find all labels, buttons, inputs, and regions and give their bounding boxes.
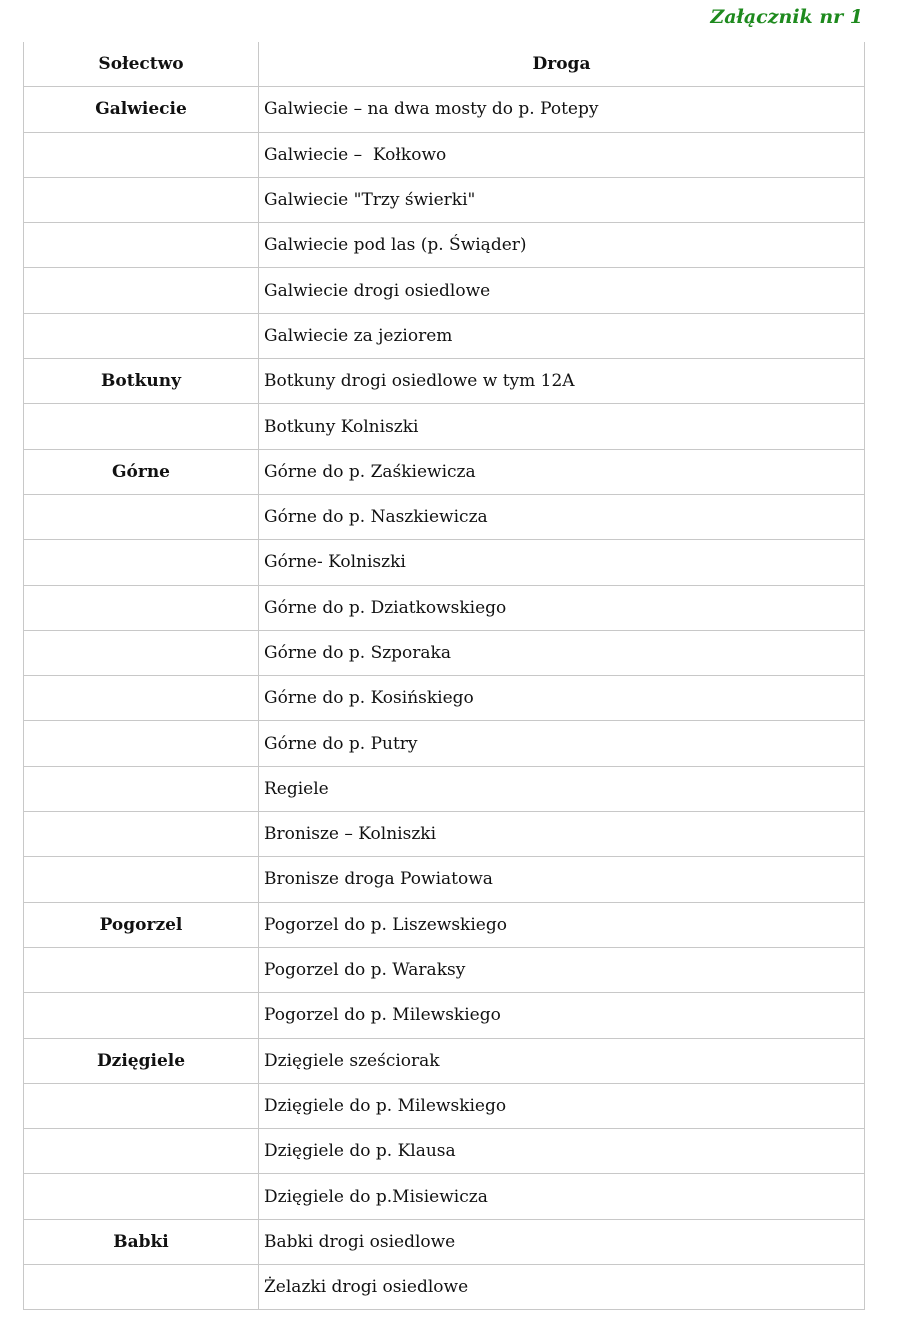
solectwo-cell — [24, 630, 259, 675]
solectwo-cell — [24, 1129, 259, 1174]
solectwo-cell — [24, 993, 259, 1038]
solectwo-cell — [24, 177, 259, 222]
droga-cell: Galwiecie – Kołkowo — [259, 132, 865, 177]
table-row — [24, 1083, 865, 1128]
table-row — [24, 87, 865, 132]
solectwo-cell — [24, 223, 259, 268]
droga-cell: Górne do p. Szporaka — [259, 630, 865, 675]
table-row — [24, 449, 865, 494]
solectwo-cell — [24, 313, 259, 358]
header-droga: Droga — [259, 42, 865, 87]
solectwo-cell: Babki — [24, 1219, 259, 1264]
solectwo-cell: Botkuny — [24, 359, 259, 404]
droga-cell: Botkuny drogi osiedlowe w tym 12A — [259, 359, 865, 404]
table-row — [24, 630, 865, 675]
solectwo-cell: Pogorzel — [24, 902, 259, 947]
droga-cell: Dzięgiele do p. Klausa — [259, 1129, 865, 1174]
droga-cell: Górne do p. Putry — [259, 721, 865, 766]
solectwo-cell — [24, 766, 259, 811]
droga-cell: Górne do p. Naszkiewicza — [259, 494, 865, 539]
table-row — [24, 947, 865, 992]
solectwo-cell — [24, 540, 259, 585]
table-row — [24, 359, 865, 404]
solectwo-cell — [24, 676, 259, 721]
table-row — [24, 404, 865, 449]
droga-cell: Bronisze droga Powiatowa — [259, 857, 865, 902]
droga-cell: Żelazki drogi osiedlowe — [259, 1265, 865, 1310]
droga-cell: Dzięgiele do p. Milewskiego — [259, 1083, 865, 1128]
table-row — [24, 857, 865, 902]
table-row — [24, 540, 865, 585]
solectwo-cell — [24, 494, 259, 539]
droga-cell: Galwiecie pod las (p. Świąder) — [259, 223, 865, 268]
table-row — [24, 1265, 865, 1310]
droga-cell: Galwiecie za jeziorem — [259, 313, 865, 358]
table-row — [24, 1129, 865, 1174]
solectwo-cell — [24, 1083, 259, 1128]
droga-cell: Pogorzel do p. Milewskiego — [259, 993, 865, 1038]
solectwo-cell: Dzięgiele — [24, 1038, 259, 1083]
droga-cell: Galwiecie – na dwa mosty do p. Potepy — [259, 87, 865, 132]
droga-cell: Galwiecie drogi osiedlowe — [259, 268, 865, 313]
droga-cell: Górne do p. Zaśkiewicza — [259, 449, 865, 494]
droga-cell: Pogorzel do p. Waraksy — [259, 947, 865, 992]
roads-table — [23, 42, 865, 1310]
droga-cell: Górne do p. Kosińskiego — [259, 676, 865, 721]
solectwo-cell — [24, 268, 259, 313]
droga-cell: Dzięgiele do p.Misiewicza — [259, 1174, 865, 1219]
droga-cell: Botkuny Kolniszki — [259, 404, 865, 449]
droga-cell: Regiele — [259, 766, 865, 811]
table-row — [24, 1038, 865, 1083]
table-header-row — [24, 42, 865, 87]
table-row — [24, 812, 865, 857]
table-row — [24, 721, 865, 766]
solectwo-cell — [24, 857, 259, 902]
table-row — [24, 268, 865, 313]
table-row — [24, 132, 865, 177]
table-row — [24, 223, 865, 268]
table-row — [24, 1219, 865, 1264]
table-row — [24, 766, 865, 811]
table-row — [24, 177, 865, 222]
annex-label: Załącznik nr 1 — [710, 6, 863, 28]
table-row — [24, 1174, 865, 1219]
droga-cell: Dzięgiele sześciorak — [259, 1038, 865, 1083]
solectwo-cell — [24, 1174, 259, 1219]
solectwo-cell — [24, 1265, 259, 1310]
table-row — [24, 494, 865, 539]
droga-cell: Górne- Kolniszki — [259, 540, 865, 585]
droga-cell: Galwiecie "Trzy świerki" — [259, 177, 865, 222]
header-solectwo: Sołectwo — [24, 42, 259, 87]
solectwo-cell — [24, 132, 259, 177]
table-row — [24, 676, 865, 721]
solectwo-cell — [24, 812, 259, 857]
solectwo-cell — [24, 947, 259, 992]
table-row — [24, 585, 865, 630]
droga-cell: Bronisze – Kolniszki — [259, 812, 865, 857]
solectwo-cell: Galwiecie — [24, 87, 259, 132]
table-row — [24, 313, 865, 358]
droga-cell: Pogorzel do p. Liszewskiego — [259, 902, 865, 947]
droga-cell: Babki drogi osiedlowe — [259, 1219, 865, 1264]
table-body — [24, 87, 865, 1310]
solectwo-cell — [24, 721, 259, 766]
droga-cell: Górne do p. Dziatkowskiego — [259, 585, 865, 630]
solectwo-cell — [24, 404, 259, 449]
table-row — [24, 993, 865, 1038]
solectwo-cell — [24, 585, 259, 630]
solectwo-cell: Górne — [24, 449, 259, 494]
table-row — [24, 902, 865, 947]
